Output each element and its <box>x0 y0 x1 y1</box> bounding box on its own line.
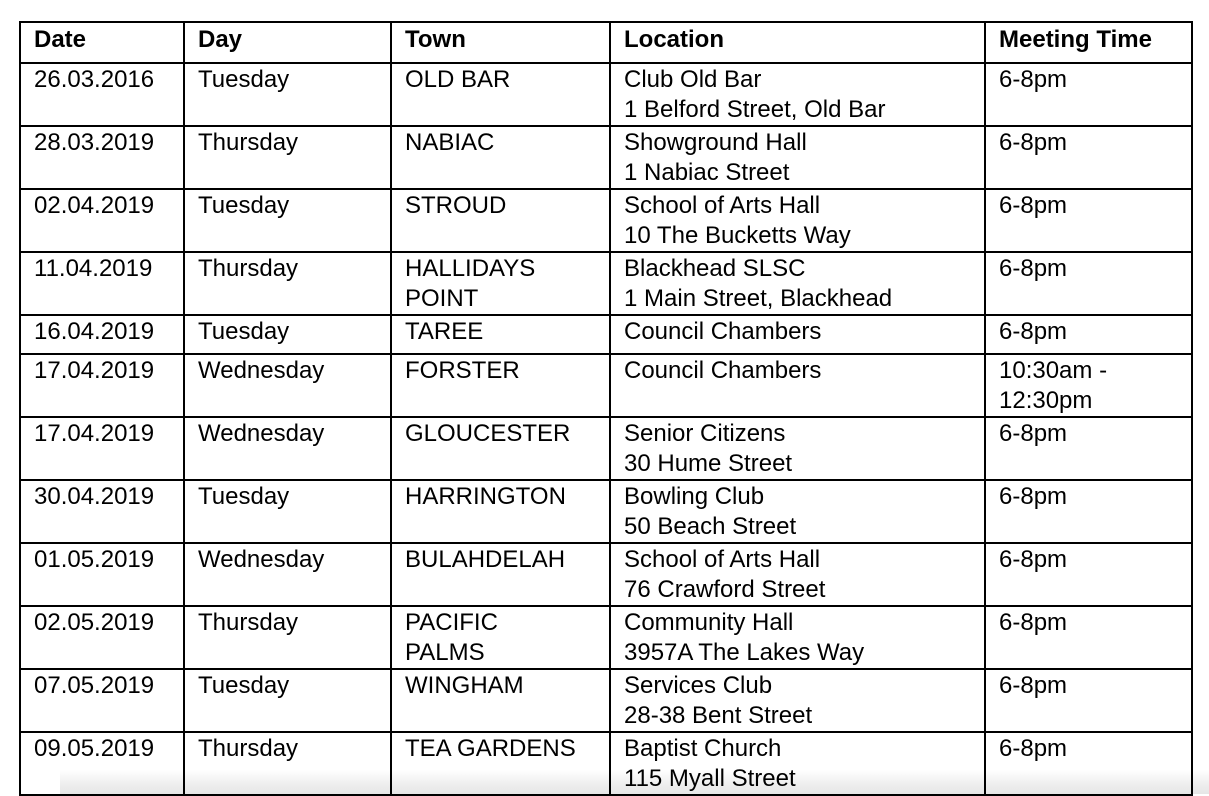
location-cell <box>610 354 985 417</box>
date-cell: 16.04.2019 <box>20 315 184 354</box>
location-cell-line: Community Hall <box>624 609 794 636</box>
location-cell-line: 1 Main Street, Blackhead <box>624 285 893 312</box>
town-cell <box>391 543 610 606</box>
day-cell: Wednesday <box>184 543 391 606</box>
schedule-body <box>20 63 1192 795</box>
day-cell: Wednesday <box>184 417 391 480</box>
meeting-time-cell-line: 6-8pm <box>999 66 1068 93</box>
location-cell-line: Showground Hall <box>624 129 807 156</box>
table-row <box>20 606 1192 669</box>
town-cell <box>391 417 610 480</box>
meeting-time-cell-line: 12:30pm <box>999 387 1093 414</box>
table-row <box>20 543 1192 606</box>
location-cell-line: School of Arts Hall <box>624 192 821 219</box>
header-date: Date <box>20 22 184 63</box>
location-cell <box>610 63 985 126</box>
meeting-time-cell <box>985 63 1192 126</box>
town-cell-line: TEA GARDENS <box>405 735 576 762</box>
location-cell <box>610 315 985 354</box>
location-cell <box>610 732 985 795</box>
location-cell-line: Council Chambers <box>624 357 822 384</box>
location-cell-line: 115 Myall Street <box>624 765 796 792</box>
date-cell: 30.04.2019 <box>20 480 184 543</box>
town-cell-line: WINGHAM <box>405 672 524 699</box>
table-row <box>20 315 1192 354</box>
town-cell <box>391 354 610 417</box>
meeting-time-cell-line: 6-8pm <box>999 672 1068 699</box>
location-cell-line: 76 Crawford Street <box>624 576 826 603</box>
town-cell-line: HALLIDAYS <box>405 255 536 282</box>
day-cell: Tuesday <box>184 480 391 543</box>
meeting-time-cell-line: 6-8pm <box>999 546 1068 573</box>
day-cell: Thursday <box>184 252 391 315</box>
town-cell <box>391 732 610 795</box>
location-cell-line: 3957A The Lakes Way <box>624 639 865 666</box>
meeting-time-cell <box>985 354 1192 417</box>
location-cell <box>610 606 985 669</box>
town-cell <box>391 606 610 669</box>
table-row <box>20 669 1192 732</box>
town-cell-line: PALMS <box>405 639 485 666</box>
day-cell: Tuesday <box>184 189 391 252</box>
town-cell-line: GLOUCESTER <box>405 420 571 447</box>
town-cell <box>391 63 610 126</box>
location-cell-line: Bowling Club <box>624 483 765 510</box>
town-cell <box>391 480 610 543</box>
table-row <box>20 417 1192 480</box>
date-cell: 01.05.2019 <box>20 543 184 606</box>
meeting-time-cell <box>985 543 1192 606</box>
location-cell <box>610 252 985 315</box>
town-cell-line: TAREE <box>405 318 484 345</box>
town-cell <box>391 669 610 732</box>
location-cell-line: 10 The Bucketts Way <box>624 222 851 249</box>
town-cell <box>391 126 610 189</box>
date-cell: 07.05.2019 <box>20 669 184 732</box>
table-row <box>20 189 1192 252</box>
meeting-time-cell-line: 6-8pm <box>999 609 1068 636</box>
table-row <box>20 63 1192 126</box>
meeting-schedule-table <box>19 21 1193 796</box>
table-row <box>20 126 1192 189</box>
date-cell: 17.04.2019 <box>20 354 184 417</box>
meeting-time-cell <box>985 606 1192 669</box>
day-cell: Tuesday <box>184 315 391 354</box>
header-meeting-time: Meeting Time <box>985 22 1192 63</box>
meeting-time-cell <box>985 669 1192 732</box>
table-row <box>20 480 1192 543</box>
meeting-time-cell-line: 6-8pm <box>999 483 1068 510</box>
location-cell <box>610 480 985 543</box>
date-cell: 02.04.2019 <box>20 189 184 252</box>
location-cell-line: Club Old Bar <box>624 66 762 93</box>
table-row <box>20 252 1192 315</box>
location-cell-line: Senior Citizens <box>624 420 786 447</box>
town-cell-line: POINT <box>405 285 479 312</box>
meeting-time-cell-line: 6-8pm <box>999 192 1068 219</box>
date-cell: 02.05.2019 <box>20 606 184 669</box>
town-cell <box>391 315 610 354</box>
location-cell-line: School of Arts Hall <box>624 546 821 573</box>
town-cell-line: OLD BAR <box>405 66 511 93</box>
meeting-time-cell-line: 6-8pm <box>999 255 1068 282</box>
meeting-time-cell-line: 6-8pm <box>999 129 1068 156</box>
header-row <box>20 22 1192 63</box>
location-cell <box>610 543 985 606</box>
date-cell: 28.03.2019 <box>20 126 184 189</box>
table-row <box>20 354 1192 417</box>
day-cell: Thursday <box>184 126 391 189</box>
meeting-time-cell <box>985 315 1192 354</box>
location-cell-line: 50 Beach Street <box>624 513 797 540</box>
location-cell <box>610 126 985 189</box>
location-cell-line: Services Club <box>624 672 773 699</box>
town-cell-line: NABIAC <box>405 129 495 156</box>
location-cell <box>610 669 985 732</box>
meeting-time-cell <box>985 480 1192 543</box>
header-location: Location <box>610 22 985 63</box>
header-town: Town <box>391 22 610 63</box>
meeting-time-cell-line: 6-8pm <box>999 420 1068 447</box>
day-cell: Tuesday <box>184 63 391 126</box>
location-cell-line: Council Chambers <box>624 318 822 345</box>
location-cell-line: 28-38 Bent Street <box>624 702 813 729</box>
date-cell: 11.04.2019 <box>20 252 184 315</box>
table-row <box>20 732 1192 795</box>
town-cell-line: HARRINGTON <box>405 483 566 510</box>
location-cell <box>610 189 985 252</box>
location-cell-line: 30 Hume Street <box>624 450 793 477</box>
meeting-time-cell-line: 10:30am - <box>999 357 1108 384</box>
day-cell: Tuesday <box>184 669 391 732</box>
date-cell: 17.04.2019 <box>20 417 184 480</box>
meeting-time-cell <box>985 126 1192 189</box>
meeting-time-cell <box>985 252 1192 315</box>
location-cell-line: Baptist Church <box>624 735 782 762</box>
location-cell <box>610 417 985 480</box>
meeting-time-cell <box>985 732 1192 795</box>
meeting-time-cell <box>985 189 1192 252</box>
header-day: Day <box>184 22 391 63</box>
location-cell-line: 1 Belford Street, Old Bar <box>624 96 886 123</box>
day-cell: Thursday <box>184 732 391 795</box>
town-cell-line: STROUD <box>405 192 507 219</box>
meeting-time-cell-line: 6-8pm <box>999 735 1068 762</box>
location-cell-line: Blackhead SLSC <box>624 255 806 282</box>
meeting-time-cell <box>985 417 1192 480</box>
date-cell: 09.05.2019 <box>20 732 184 795</box>
date-cell: 26.03.2016 <box>20 63 184 126</box>
town-cell-line: FORSTER <box>405 357 520 384</box>
town-cell-line: PACIFIC <box>405 609 498 636</box>
day-cell: Thursday <box>184 606 391 669</box>
town-cell <box>391 252 610 315</box>
meeting-time-cell-line: 6-8pm <box>999 318 1068 345</box>
day-cell: Wednesday <box>184 354 391 417</box>
location-cell-line: 1 Nabiac Street <box>624 159 790 186</box>
town-cell-line: BULAHDELAH <box>405 546 566 573</box>
town-cell <box>391 189 610 252</box>
